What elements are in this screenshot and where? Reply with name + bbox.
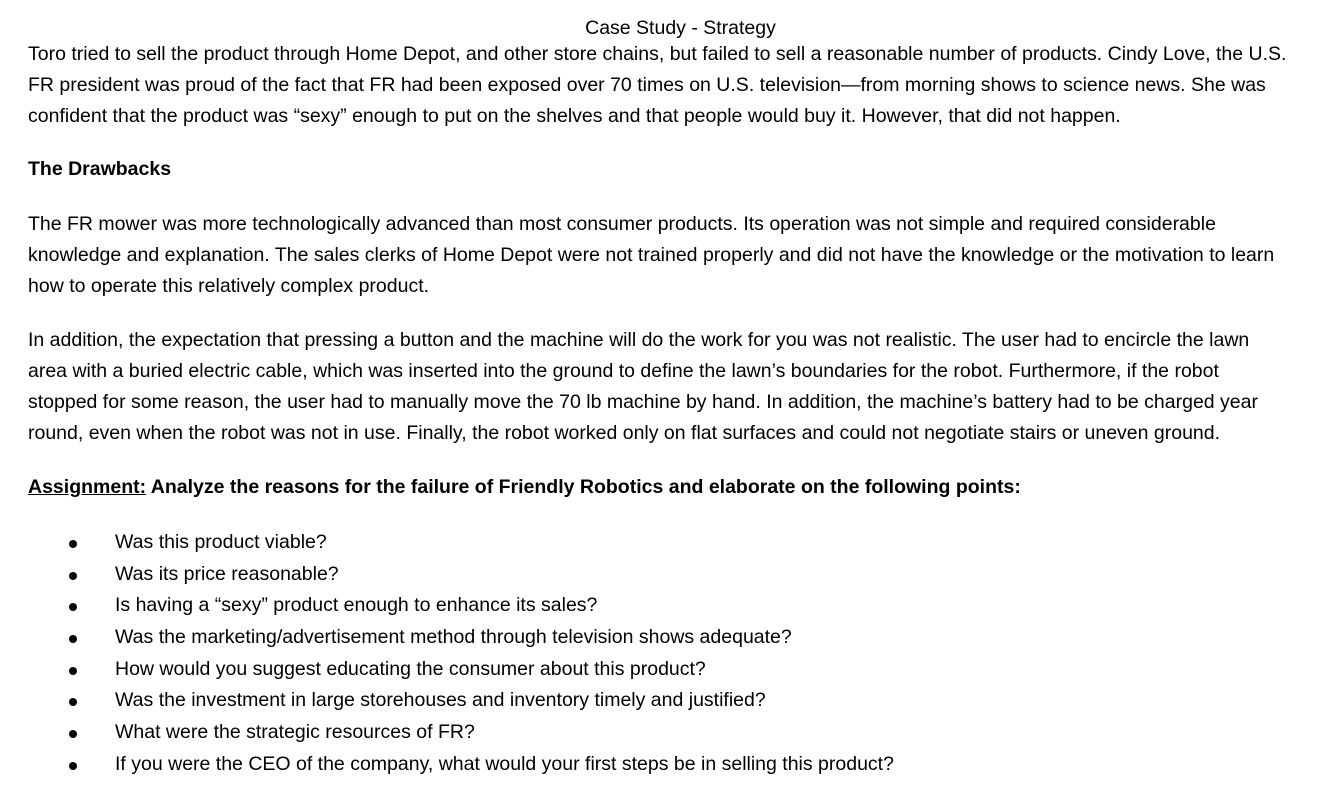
- paragraph-line: FR president was proud of the fact that FR had been exposed over 70 times on U.S. television—from morning shows to science news. She was: [28, 74, 1266, 96]
- paragraph-line: stopped for some reason, the user had to manually move the 70 lb machine by hand. In addition, the machine’s battery had to be charged year: [28, 391, 1258, 413]
- list-item-text: Is having a “sexy” product enough to enhance its sales?: [115, 594, 598, 617]
- assignment-label: Assignment:: [28, 476, 147, 498]
- list-item: [0, 717, 894, 749]
- list-item: [0, 527, 894, 559]
- list-item: [0, 654, 894, 686]
- bullet-icon: [69, 540, 77, 548]
- list-item-text: Was its price reasonable?: [115, 562, 339, 585]
- list-item: [0, 685, 894, 717]
- page-title: Case Study - Strategy: [585, 17, 776, 39]
- drawbacks-paragraph-2: [28, 325, 1328, 449]
- bullet-icon: [69, 698, 77, 706]
- list-item: [0, 590, 894, 622]
- list-item-text: If you were the CEO of the company, what would your first steps be in selling this product?: [115, 752, 894, 775]
- assignment-text: Analyze the reasons for the failure of Friendly Robotics and elaborate on the following points:: [146, 476, 1021, 498]
- list-item: [0, 559, 894, 591]
- assignment-heading: [28, 472, 1021, 503]
- paragraph-line: knowledge and explanation. The sales clerks of Home Depot were not trained properly and did not have the knowledge or the motivation to learn: [28, 244, 1275, 266]
- list-item-text: Was the marketing/advertisement method through television shows adequate?: [115, 626, 792, 649]
- bullet-icon: [69, 603, 77, 611]
- bullet-icon: [69, 572, 77, 580]
- paragraph-line: area with a buried electric cable, which was inserted into the ground to define the lawn’s boundaries for the robot. Furthermore, if the robot: [28, 360, 1219, 382]
- bullet-icon: [69, 635, 77, 643]
- list-item-text: How would you suggest educating the consumer about this product?: [115, 657, 706, 680]
- paragraph-line: In addition, the expectation that pressing a button and the machine will do the work for you was not realistic. The user had to encircle the lawn: [28, 329, 1250, 351]
- paragraph-line: Toro tried to sell the product through Home Depot, and other store chains, but failed to sell a reasonable number of products. Cindy Love, the U.S.: [28, 43, 1287, 65]
- list-item: [0, 622, 894, 654]
- paragraph-line: confident that the product was “sexy” enough to put on the shelves and that people would buy it. However, that did not happen.: [28, 105, 1121, 127]
- assignment-points-list: [0, 527, 894, 781]
- bullet-icon: [69, 667, 77, 675]
- paragraph-line: how to operate this relatively complex product.: [28, 275, 430, 297]
- section-heading-drawbacks: The Drawbacks: [28, 158, 172, 180]
- list-item-text: What were the strategic resources of FR?: [115, 721, 475, 744]
- bullet-icon: [69, 762, 77, 770]
- list-item-text: Was this product viable?: [115, 531, 327, 553]
- drawbacks-paragraph-1: [28, 209, 1328, 302]
- paragraph-line: The FR mower was more technologically advanced than most consumer products. Its operation was not simple and required considerable: [28, 213, 1216, 235]
- paragraph-line: round, even when the robot was not in use. Finally, the robot worked only on flat surfaces and could not negotiate stairs or uneven ground.: [28, 422, 1221, 444]
- list-item: [0, 749, 894, 781]
- list-item-text: Was the investment in large storehouses and inventory timely and justified?: [115, 689, 766, 712]
- intro-paragraph: [28, 39, 1328, 132]
- bullet-icon: [69, 730, 77, 738]
